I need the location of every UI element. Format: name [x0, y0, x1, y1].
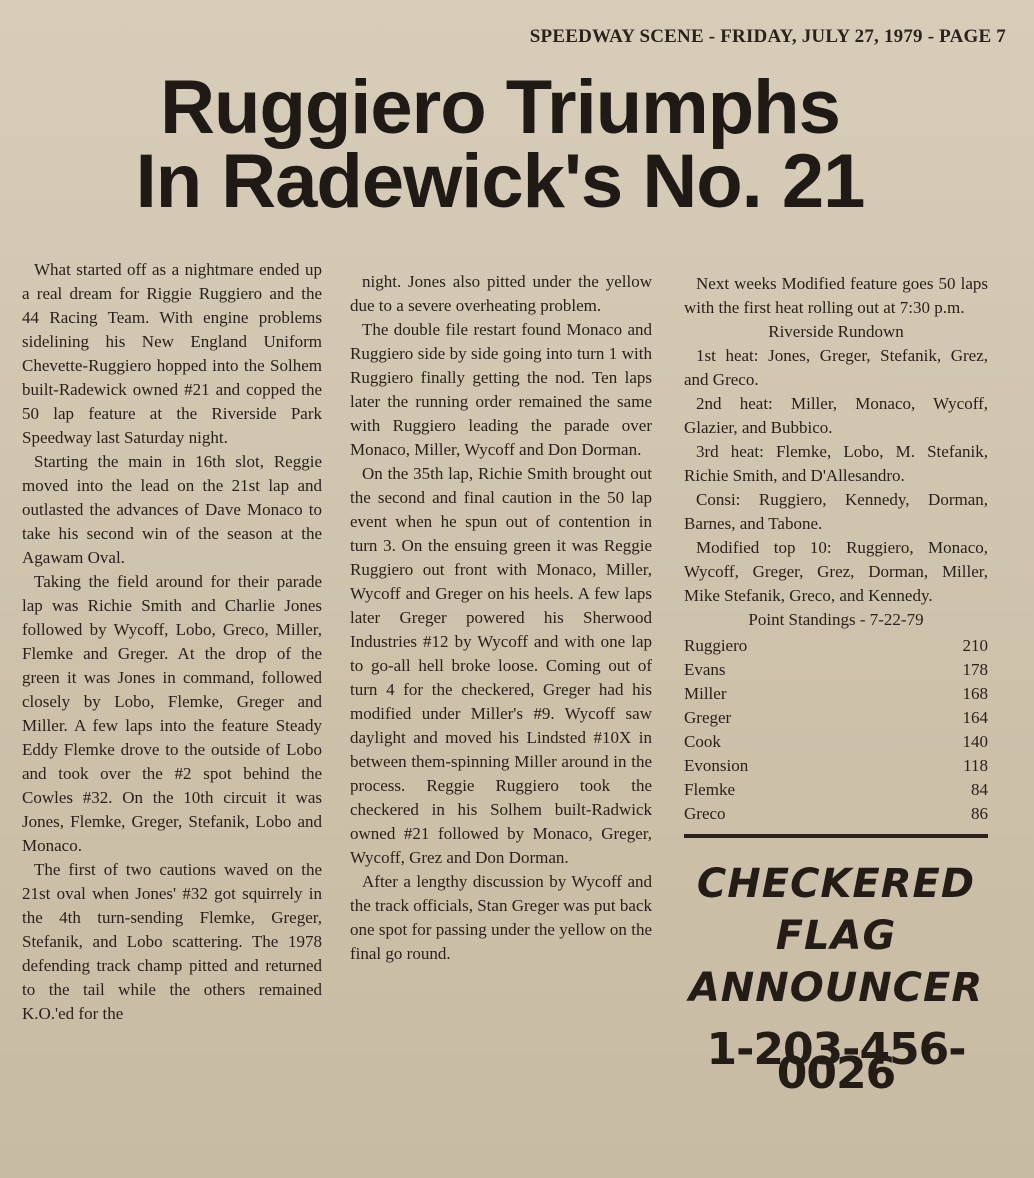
- paragraph: On the 35th lap, Richie Smith brought out the second and final caution in the 50 lap event when he spun out of contention in turn 3. On the ensuing green it was Reggie Ruggiero out front with Monaco, Miller, Wycoff and Greger on his heels. A few laps later Greger powered his Sherwood Industries #12 by Wycoff and with one lap to go-all hell broke loose. Coming out of turn 4 for the checkered, Greger had his modified under Miller's #9. Wycoff saw daylight and moved his Lindsted #10X in between them-spinning Miller around in the process. Reggie Ruggiero took the checkered in his Solhem built-Radwick owned #21 followed by Monaco, Greger, Wycoff, Grez and Don Dorman.: [350, 464, 652, 867]
- standings-row: [684, 634, 988, 658]
- driver-name: Evans: [684, 660, 726, 679]
- driver-name: Flemke: [684, 780, 735, 799]
- driver-name: Greger: [684, 708, 732, 727]
- driver-name: Greco: [684, 804, 726, 823]
- driver-points: 168: [962, 684, 988, 703]
- paragraph: The first of two cautions waved on the 21st oval when Jones' #32 got squirrely in the 4th turn-sending Flemke, Greger, Stefanik, and Lobo scattering. The 1978 defending track champ pitted and returned to the tail while the others remained K.O.'ed for the: [22, 860, 322, 1023]
- rundown-item: 3rd heat: Flemke, Lobo, M. Stefanik, Richie Smith, and D'Allesandro.: [684, 442, 988, 485]
- divider: [684, 834, 988, 838]
- headline-line-1: Ruggiero Triumphs: [160, 65, 840, 150]
- driver-points: 86: [971, 804, 988, 823]
- headline: [0, 65, 1000, 224]
- advertisement: [684, 858, 988, 1099]
- standings-row: [684, 706, 988, 730]
- ad-title: [684, 858, 988, 1014]
- ad-phone-number: 1-203-456-0026: [706, 1024, 966, 1099]
- masthead: SPEEDWAY SCENE - FRIDAY, JULY 27, 1979 - PAGE 7: [529, 26, 1006, 47]
- paragraph: The double file restart found Monaco and Ruggiero side by side going into turn 1 with Ruggiero finally getting the nod. Ten laps later the running order remained the same with Ruggiero leading the parade over Monaco, Miller, Wycoff and Don Dorman.: [350, 320, 652, 459]
- ad-title-line-1: CHECKERED: [696, 861, 976, 907]
- article-column-2: [350, 270, 652, 966]
- driver-points: 84: [971, 780, 988, 799]
- standings-row: [684, 778, 988, 802]
- driver-points: 164: [962, 708, 988, 727]
- standings-table: [684, 634, 988, 826]
- standings-row: [684, 682, 988, 706]
- paragraph: night. Jones also pitted under the yellow due to a severe overheating problem.: [350, 272, 652, 315]
- rundown-item: Modified top 10: Ruggiero, Monaco, Wycoff, Greger, Grez, Dorman, Miller, Mike Stefanik, Greco, and Kennedy.: [684, 538, 988, 605]
- paragraph: What started off as a nightmare ended up a real dream for Riggie Ruggiero and the 44 Racing Team. With engine problems sidelining his New England Uniform Chevette-Ruggiero hopped into the Solhem built-Radewick owned #21 and copped the 50 lap feature at the Riverside Park Speedway last Saturday night.: [22, 260, 322, 447]
- standings-row: [684, 730, 988, 754]
- article-column-1: [22, 258, 322, 1026]
- rundown-item: 1st heat: Jones, Greger, Stefanik, Grez, and Greco.: [684, 346, 988, 389]
- driver-name: Ruggiero: [684, 636, 748, 655]
- standings-row: [684, 754, 988, 778]
- article-column-3: [684, 272, 988, 1099]
- rundown-item: Consi: Ruggiero, Kennedy, Dorman, Barnes, and Tabone.: [684, 490, 988, 533]
- driver-points: 210: [962, 636, 988, 655]
- rundown-item: 2nd heat: Miller, Monaco, Wycoff, Glazier, and Bubbico.: [684, 394, 988, 437]
- standings-row: [684, 658, 988, 682]
- standings-row: [684, 802, 988, 826]
- driver-name: Cook: [684, 732, 721, 751]
- headline-line-2: In Radewick's No. 21: [135, 139, 865, 224]
- paragraph: Taking the field around for their parade lap was Richie Smith and Charlie Jones followed by Wycoff, Lobo, Greco, Miller, Flemke and Greger. At the drop of the green it was Jones in command, followed closely by Lobo, Flemke, Greger and Miller. A few laps into the feature Steady Eddy Flemke drove to the outside of Lobo and took over the #2 spot behind the Cowles #32. On the 10th circuit it was Jones, Flemke, Greger, Stefanik, Lobo and Monaco.: [22, 572, 322, 855]
- paragraph: After a lengthy discussion by Wycoff and the track officials, Stan Greger was put back one spot for passing under the yellow on the final go round.: [350, 872, 652, 963]
- paragraph: Starting the main in 16th slot, Reggie moved into the lead on the 21st lap and outlasted the advances of Dave Monaco to take his second win of the season at the Agawam Oval.: [22, 452, 322, 567]
- driver-points: 118: [963, 756, 988, 775]
- driver-points: 140: [962, 732, 988, 751]
- ad-title-line-2: FLAG ANNOUNCER: [688, 913, 984, 1011]
- driver-name: Evonsion: [684, 756, 749, 775]
- rundown-title: Riverside Rundown: [768, 322, 904, 341]
- paragraph: Next weeks Modified feature goes 50 laps with the first heat rolling out at 7:30 p.m.: [684, 274, 988, 317]
- driver-points: 178: [962, 660, 988, 679]
- standings-title: Point Standings - 7-22-79: [748, 610, 924, 629]
- driver-name: Miller: [684, 684, 727, 703]
